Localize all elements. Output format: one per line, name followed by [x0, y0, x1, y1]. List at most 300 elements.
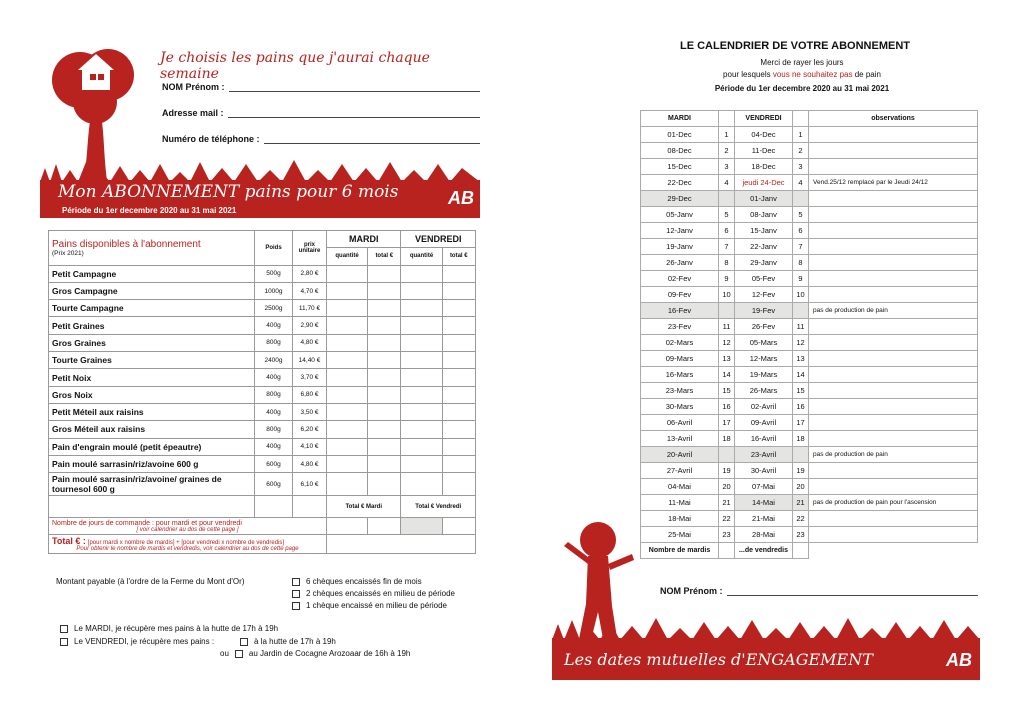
vendredi-total-input[interactable]	[442, 421, 475, 438]
vendredi-quantity-input[interactable]	[401, 455, 442, 472]
vendredi-date[interactable]: 08-Janv	[735, 207, 793, 223]
calendar-row[interactable]	[641, 287, 978, 303]
vendredi-number: 14	[793, 367, 809, 383]
product-name: Petit Méteil aux raisins	[49, 403, 255, 420]
mardi-quantity-input[interactable]	[327, 317, 368, 334]
product-weight: 2400g	[255, 352, 293, 369]
mardi-date[interactable]: 02-Fev	[641, 271, 719, 287]
mardi-quantity-input[interactable]	[327, 334, 368, 351]
mardi-total-input[interactable]	[368, 265, 401, 282]
vendredi-number: 12	[793, 335, 809, 351]
mardi-total-input[interactable]	[368, 403, 401, 420]
vendredi-quantity-input[interactable]	[401, 265, 442, 282]
mardi-date[interactable]: 20-Avril	[641, 447, 719, 463]
mardi-number: 21	[719, 495, 735, 511]
mardi-number: 16	[719, 399, 735, 415]
mardi-date[interactable]: 02-Mars	[641, 335, 719, 351]
pickup-vendredi-option[interactable]: Le VENDREDI, je récupère mes pains :	[60, 637, 214, 646]
mardi-number: 15	[719, 383, 735, 399]
total-mardi-label: Total € Mardi	[327, 496, 401, 518]
vendredi-number: 3	[793, 159, 809, 175]
vendredi-date[interactable]: 23-Avril	[735, 447, 793, 463]
product-name: Tourte Graines	[49, 352, 255, 369]
observation	[809, 479, 978, 495]
col-prix: prix unitaire	[293, 231, 327, 266]
observation	[809, 159, 978, 175]
mardi-date[interactable]: 08-Dec	[641, 143, 719, 159]
vendredi-number: 19	[793, 463, 809, 479]
calendar-period: Période du 1er decembre 2020 au 31 mai 2021	[714, 84, 890, 93]
mardi-number: 17	[719, 415, 735, 431]
observation	[809, 367, 978, 383]
mardi-date[interactable]: 16-Mars	[641, 367, 719, 383]
observation	[809, 351, 978, 367]
product-price: 14,40 €	[293, 352, 327, 369]
vendredi-quantity-input[interactable]	[401, 300, 442, 317]
vendredi-date[interactable]: 15-Janv	[735, 223, 793, 239]
mardi-total-input[interactable]	[368, 282, 401, 299]
mardi-date[interactable]: 11-Mai	[641, 495, 719, 511]
mardi-number: 12	[719, 335, 735, 351]
vendredi-total-input[interactable]	[442, 300, 475, 317]
product-weight: 500g	[255, 265, 293, 282]
mardi-total-input[interactable]	[368, 334, 401, 351]
checkbox[interactable]	[240, 638, 248, 646]
mardi-quantity-input[interactable]	[327, 282, 368, 299]
calendar-name-field[interactable]: NOM Prénom :	[660, 586, 978, 596]
col-mardi: MARDI	[327, 231, 401, 248]
mardi-date[interactable]: 27-Avril	[641, 463, 719, 479]
vendredi-date[interactable]: 11-Dec	[735, 143, 793, 159]
mardi-date[interactable]: 26-Janv	[641, 255, 719, 271]
calendar-row[interactable]	[641, 495, 978, 511]
mardi-total-input[interactable]	[368, 421, 401, 438]
calendar-row[interactable]	[641, 207, 978, 223]
calendar-row[interactable]	[641, 223, 978, 239]
observation	[809, 431, 978, 447]
mardi-number: 5	[719, 207, 735, 223]
vendredi-total-input[interactable]	[442, 334, 475, 351]
nb-jours-note: [ voir calendrier au dos de cette page ]	[136, 526, 239, 533]
cheque-option-1[interactable]: 1 chèque encaissé en milieu de période	[292, 601, 447, 610]
mardi-quantity-input[interactable]	[327, 369, 368, 386]
product-name: Petit Graines	[49, 317, 255, 334]
table-title: Pains disponibles à l'abonnement	[52, 238, 201, 250]
vendredi-date[interactable]: 01-Janv	[735, 191, 793, 207]
mardi-quantity-input[interactable]	[327, 386, 368, 403]
payable-label: Montant payable (à l'ordre de la Ferme du Mont d'Or)	[56, 577, 245, 586]
mardi-date[interactable]: 04-Mai	[641, 479, 719, 495]
vendredi-number: 22	[793, 511, 809, 527]
vendredi-date[interactable]: 16-Avril	[735, 431, 793, 447]
mardi-total-input[interactable]	[368, 473, 401, 496]
product-row	[49, 421, 476, 438]
product-price: 6,80 €	[293, 386, 327, 403]
product-name: Gros Graines	[49, 334, 255, 351]
col-vendredi: VENDREDI	[401, 231, 476, 248]
product-row	[49, 334, 476, 351]
col-mardi-quantite: quantité	[327, 248, 368, 265]
observation	[809, 415, 978, 431]
email-field[interactable]: Adresse mail :	[162, 108, 480, 118]
mardi-date[interactable]: 18-Mai	[641, 511, 719, 527]
mardi-date[interactable]: 01-Dec	[641, 127, 719, 143]
mardi-number: 3	[719, 159, 735, 175]
mardi-number: 19	[719, 463, 735, 479]
product-row	[49, 386, 476, 403]
observation	[809, 399, 978, 415]
vendredi-quantity-input[interactable]	[401, 334, 442, 351]
vendredi-date[interactable]: 19-Mars	[735, 367, 793, 383]
vendredi-total-input[interactable]	[442, 403, 475, 420]
product-name: Tourte Campagne	[49, 300, 255, 317]
vendredi-date[interactable]: 30-Avril	[735, 463, 793, 479]
mardi-total-input[interactable]	[368, 455, 401, 472]
banner-title: Mon ABONNEMENT pains pour 6 mois	[58, 182, 399, 202]
cal-col-mardi: MARDI	[641, 111, 719, 127]
pickup-hutte-option[interactable]: à la hutte de 17h à 19h	[240, 637, 336, 646]
grass-decoration	[552, 616, 980, 640]
vendredi-date[interactable]: 29-Janv	[735, 255, 793, 271]
mardi-number: 22	[719, 511, 735, 527]
vendredi-date[interactable]: 21-Mai	[735, 511, 793, 527]
table-subtitle: (Prix 2021)	[52, 249, 84, 257]
calendar-row[interactable]	[641, 527, 978, 543]
calendar-row[interactable]	[641, 511, 978, 527]
mardi-quantity-input[interactable]	[327, 455, 368, 472]
vendredi-date[interactable]: 05-Fev	[735, 271, 793, 287]
mardi-date[interactable]: 25-Mai	[641, 527, 719, 543]
mardi-number	[719, 191, 735, 207]
vendredi-quantity-input[interactable]	[401, 369, 442, 386]
product-name: Pain moulé sarrasin/riz/avoine 600 g	[49, 455, 255, 472]
product-weight: 600g	[255, 473, 293, 496]
vendredi-total-input[interactable]	[442, 386, 475, 403]
left-page	[40, 30, 480, 690]
vendredi-total-input[interactable]	[442, 265, 475, 282]
vendredi-number	[793, 303, 809, 319]
vendredi-quantity-input[interactable]	[401, 282, 442, 299]
vendredi-total-input[interactable]	[442, 369, 475, 386]
vendredi-date[interactable]: 12-Mars	[735, 351, 793, 367]
observation	[809, 255, 978, 271]
product-name: Pain d'engrain moulé (petit épeautre)	[49, 438, 255, 455]
pickup-jardin-option[interactable]: ou au Jardin de Cocagne Arozoaar de 16h à 19h	[220, 649, 411, 658]
mardi-date[interactable]: 23-Mars	[641, 383, 719, 399]
observation	[809, 207, 978, 223]
mardi-total-input[interactable]	[368, 369, 401, 386]
checkbox[interactable]	[292, 578, 300, 586]
product-name: Gros Campagne	[49, 282, 255, 299]
vendredi-number: 11	[793, 319, 809, 335]
calendar-row[interactable]	[641, 431, 978, 447]
total-label: Total € :	[52, 536, 86, 547]
product-row	[49, 282, 476, 299]
product-price: 3,50 €	[293, 403, 327, 420]
mardi-date[interactable]: 15-Dec	[641, 159, 719, 175]
mardi-number: 11	[719, 319, 735, 335]
mardi-number: 23	[719, 527, 735, 543]
mardi-quantity-input[interactable]	[327, 421, 368, 438]
product-price: 2,90 €	[293, 317, 327, 334]
calendar-row[interactable]	[641, 191, 978, 207]
vendredi-number: 2	[793, 143, 809, 159]
product-weight: 400g	[255, 438, 293, 455]
vendredi-date[interactable]: jeudi 24-Dec	[735, 175, 793, 191]
vendredi-date[interactable]: 14-Mai	[735, 495, 793, 511]
calendar-instruction-2: pour lesquels vous ne souhaitez pas de pain	[723, 70, 881, 79]
calendar-row[interactable]	[641, 335, 978, 351]
page-heading: Je choisis les pains que j'aurai chaque semaine	[160, 50, 430, 82]
vendredi-date[interactable]: 18-Dec	[735, 159, 793, 175]
product-price: 6,10 €	[293, 473, 327, 496]
observation	[809, 143, 978, 159]
mardi-date[interactable]: 30-Mars	[641, 399, 719, 415]
vendredi-quantity-input[interactable]	[401, 473, 442, 496]
vendredi-number	[793, 447, 809, 463]
vendredi-date[interactable]: 05-Mars	[735, 335, 793, 351]
vendredi-total-input[interactable]	[442, 438, 475, 455]
vendredi-date[interactable]: 28-Mai	[735, 527, 793, 543]
mardi-number: 9	[719, 271, 735, 287]
vendredi-date[interactable]: 26-Mars	[735, 383, 793, 399]
observation	[809, 223, 978, 239]
total-vendredi-label: Total € Vendredi	[401, 496, 476, 518]
product-price: 4,80 €	[293, 455, 327, 472]
mardi-number: 14	[719, 367, 735, 383]
calendar-row[interactable]	[641, 463, 978, 479]
col-mardi-total: total €	[368, 248, 401, 265]
product-row	[49, 265, 476, 282]
mardi-date[interactable]: 23-Fev	[641, 319, 719, 335]
mardi-number: 2	[719, 143, 735, 159]
calendar-row[interactable]	[641, 143, 978, 159]
mardi-date[interactable]: 09-Mars	[641, 351, 719, 367]
product-name: Gros Noix	[49, 386, 255, 403]
vendredi-number: 13	[793, 351, 809, 367]
mardi-number: 13	[719, 351, 735, 367]
name-field[interactable]: NOM Prénom :	[162, 82, 480, 92]
vendredi-number: 18	[793, 431, 809, 447]
product-weight: 800g	[255, 386, 293, 403]
vendredi-total-input[interactable]	[442, 455, 475, 472]
mardi-date[interactable]: 05-Janv	[641, 207, 719, 223]
calendar-row[interactable]	[641, 383, 978, 399]
nb-vendredi-input[interactable]	[401, 518, 442, 535]
mardi-date[interactable]: 22-Dec	[641, 175, 719, 191]
cheque-option-6[interactable]: 6 chèques encaissés fin de mois	[292, 577, 422, 586]
grass-decoration	[40, 158, 480, 182]
observation	[809, 319, 978, 335]
vendredi-number: 8	[793, 255, 809, 271]
calendar-row[interactable]	[641, 255, 978, 271]
vendredi-number	[793, 191, 809, 207]
calendar-row[interactable]	[641, 239, 978, 255]
checkbox[interactable]	[292, 602, 300, 610]
ab-logo: AB	[946, 650, 972, 670]
col-vendredi-quantite: quantité	[401, 248, 442, 265]
product-row	[49, 473, 476, 496]
mardi-quantity-input[interactable]	[327, 438, 368, 455]
observation: Vend.25/12 remplacé par le Jeudi 24/12	[809, 175, 978, 191]
vendredi-date[interactable]: 19-Fev	[735, 303, 793, 319]
vendredi-quantity-input[interactable]	[401, 317, 442, 334]
banner-period: Période du 1er decembre 2020 au 31 mai 2021	[62, 206, 237, 215]
vendredi-number: 16	[793, 399, 809, 415]
mardi-date[interactable]: 06-Avril	[641, 415, 719, 431]
total-formula: [pour mardi x nombre de mardis] + [pour vendredi x nombre de vendredis]	[87, 540, 285, 547]
col-poids: Poids	[255, 231, 293, 266]
product-row	[49, 455, 476, 472]
observation	[809, 271, 978, 287]
vendredi-date[interactable]: 02-Avril	[735, 399, 793, 415]
observation	[809, 239, 978, 255]
calendar-row[interactable]	[641, 479, 978, 495]
calendar-row[interactable]	[641, 367, 978, 383]
product-price: 2,80 €	[293, 265, 327, 282]
vendredi-number: 7	[793, 239, 809, 255]
calendar-table	[640, 110, 978, 559]
vendredi-number: 21	[793, 495, 809, 511]
observation: pas de production de pain	[809, 303, 978, 319]
checkbox[interactable]	[60, 638, 68, 646]
mardi-date[interactable]: 19-Janv	[641, 239, 719, 255]
mardi-total-input[interactable]	[368, 438, 401, 455]
right-page	[552, 38, 982, 688]
phone-field[interactable]: Numéro de téléphone :	[162, 134, 480, 144]
vendredi-total-input[interactable]	[442, 352, 475, 369]
vendredi-number: 17	[793, 415, 809, 431]
observation: pas de production de pain	[809, 447, 978, 463]
calendar-instruction-1: Merci de rayer les jours	[760, 58, 844, 67]
calendar-row[interactable]	[641, 271, 978, 287]
total-note: Pour obtenir le nombre de mardis et vendredis, voir calendrier au dos de cette page	[76, 546, 299, 553]
product-weight: 400g	[255, 403, 293, 420]
product-name: Pain moulé sarrasin/riz/avoine/ graines de tournesol 600 g	[49, 473, 255, 496]
vendredi-date[interactable]: 12-Fev	[735, 287, 793, 303]
mardi-number: 1	[719, 127, 735, 143]
vendredi-quantity-input[interactable]	[401, 421, 442, 438]
mardi-date[interactable]: 09-Fev	[641, 287, 719, 303]
cal-col-vendredi: VENDREDI	[735, 111, 793, 127]
vendredi-number: 9	[793, 271, 809, 287]
mardi-quantity-input[interactable]	[327, 300, 368, 317]
mardi-total-input[interactable]	[368, 317, 401, 334]
vendredi-number: 23	[793, 527, 809, 543]
product-price: 4,70 €	[293, 282, 327, 299]
vendredi-number: 10	[793, 287, 809, 303]
mardi-date[interactable]: 12-Janv	[641, 223, 719, 239]
calendar-row[interactable]	[641, 319, 978, 335]
calendar-title: LE CALENDRIER DE VOTRE ABONNEMENT	[680, 40, 910, 52]
mardi-number: 8	[719, 255, 735, 271]
vendredi-number: 15	[793, 383, 809, 399]
mardi-date[interactable]: 16-Fev	[641, 303, 719, 319]
grand-total-input[interactable]	[327, 535, 476, 554]
vendredi-quantity-input[interactable]	[401, 438, 442, 455]
calendar-row[interactable]	[641, 159, 978, 175]
product-name: Petit Noix	[49, 369, 255, 386]
vendredi-total-input[interactable]	[442, 282, 475, 299]
engagement-title: Les dates mutuelles d'ENGAGEMENT	[564, 650, 873, 669]
product-weight: 400g	[255, 369, 293, 386]
product-price: 6,20 €	[293, 421, 327, 438]
bread-order-table	[48, 230, 476, 554]
observation	[809, 511, 978, 527]
observation	[809, 463, 978, 479]
mardi-date[interactable]: 13-Avril	[641, 431, 719, 447]
vendredi-date[interactable]: 04-Dec	[735, 127, 793, 143]
vendredi-number: 4	[793, 175, 809, 191]
observation	[809, 383, 978, 399]
mardi-total-input[interactable]	[368, 300, 401, 317]
observation	[809, 127, 978, 143]
mardi-number: 20	[719, 479, 735, 495]
checkbox[interactable]	[60, 625, 68, 633]
vendredi-total-input[interactable]	[442, 317, 475, 334]
vendredi-quantity-input[interactable]	[401, 352, 442, 369]
ab-logo: AB	[448, 188, 474, 208]
nb-mardi-input[interactable]	[327, 518, 368, 535]
vendredi-date[interactable]: 26-Fev	[735, 319, 793, 335]
calendar-row[interactable]	[641, 399, 978, 415]
product-weight: 2500g	[255, 300, 293, 317]
product-weight: 800g	[255, 334, 293, 351]
mardi-quantity-input[interactable]	[327, 473, 368, 496]
checkbox[interactable]	[292, 590, 300, 598]
mardi-quantity-input[interactable]	[327, 403, 368, 420]
product-row	[49, 352, 476, 369]
cal-col-observations: observations	[809, 111, 978, 127]
nb-jours-label: Nombre de jours de commande :	[52, 519, 154, 527]
checkbox[interactable]	[235, 650, 243, 658]
mardi-total-input[interactable]	[368, 352, 401, 369]
vendredi-date[interactable]: 09-Avril	[735, 415, 793, 431]
vendredi-total-input[interactable]	[442, 473, 475, 496]
vendredi-date[interactable]: 07-Mai	[735, 479, 793, 495]
observation	[809, 287, 978, 303]
mardi-number: 10	[719, 287, 735, 303]
nb-jours-detail: pour mardi et pour vendredi	[155, 519, 242, 527]
calendar-row[interactable]	[641, 447, 978, 463]
product-weight: 600g	[255, 455, 293, 472]
calendar-row[interactable]	[641, 127, 978, 143]
product-weight: 1000g	[255, 282, 293, 299]
vendredi-quantity-input[interactable]	[401, 403, 442, 420]
mardi-total-input[interactable]	[368, 386, 401, 403]
calendar-row[interactable]	[641, 415, 978, 431]
mardi-date[interactable]: 29-Dec	[641, 191, 719, 207]
product-price: 4,80 €	[293, 334, 327, 351]
mardi-quantity-input[interactable]	[327, 265, 368, 282]
calendar-row[interactable]	[641, 351, 978, 367]
calendar-row[interactable]	[641, 175, 978, 191]
vendredi-date[interactable]: 22-Janv	[735, 239, 793, 255]
calendar-row[interactable]	[641, 303, 978, 319]
mardi-number: 7	[719, 239, 735, 255]
mardi-quantity-input[interactable]	[327, 352, 368, 369]
product-price: 11,70 €	[293, 300, 327, 317]
cal-footer-mardis: Nombre de mardis	[641, 543, 719, 559]
product-weight: 800g	[255, 421, 293, 438]
pickup-mardi-option[interactable]: Le MARDI, je récupère mes pains à la hutte de 17h à 19h	[60, 624, 278, 633]
cheque-option-2[interactable]: 2 chèques encaissés en milieu de période	[292, 589, 455, 598]
product-name: Petit Campagne	[49, 265, 255, 282]
observation	[809, 335, 978, 351]
product-price: 3,70 €	[293, 369, 327, 386]
product-row	[49, 403, 476, 420]
vendredi-quantity-input[interactable]	[401, 386, 442, 403]
